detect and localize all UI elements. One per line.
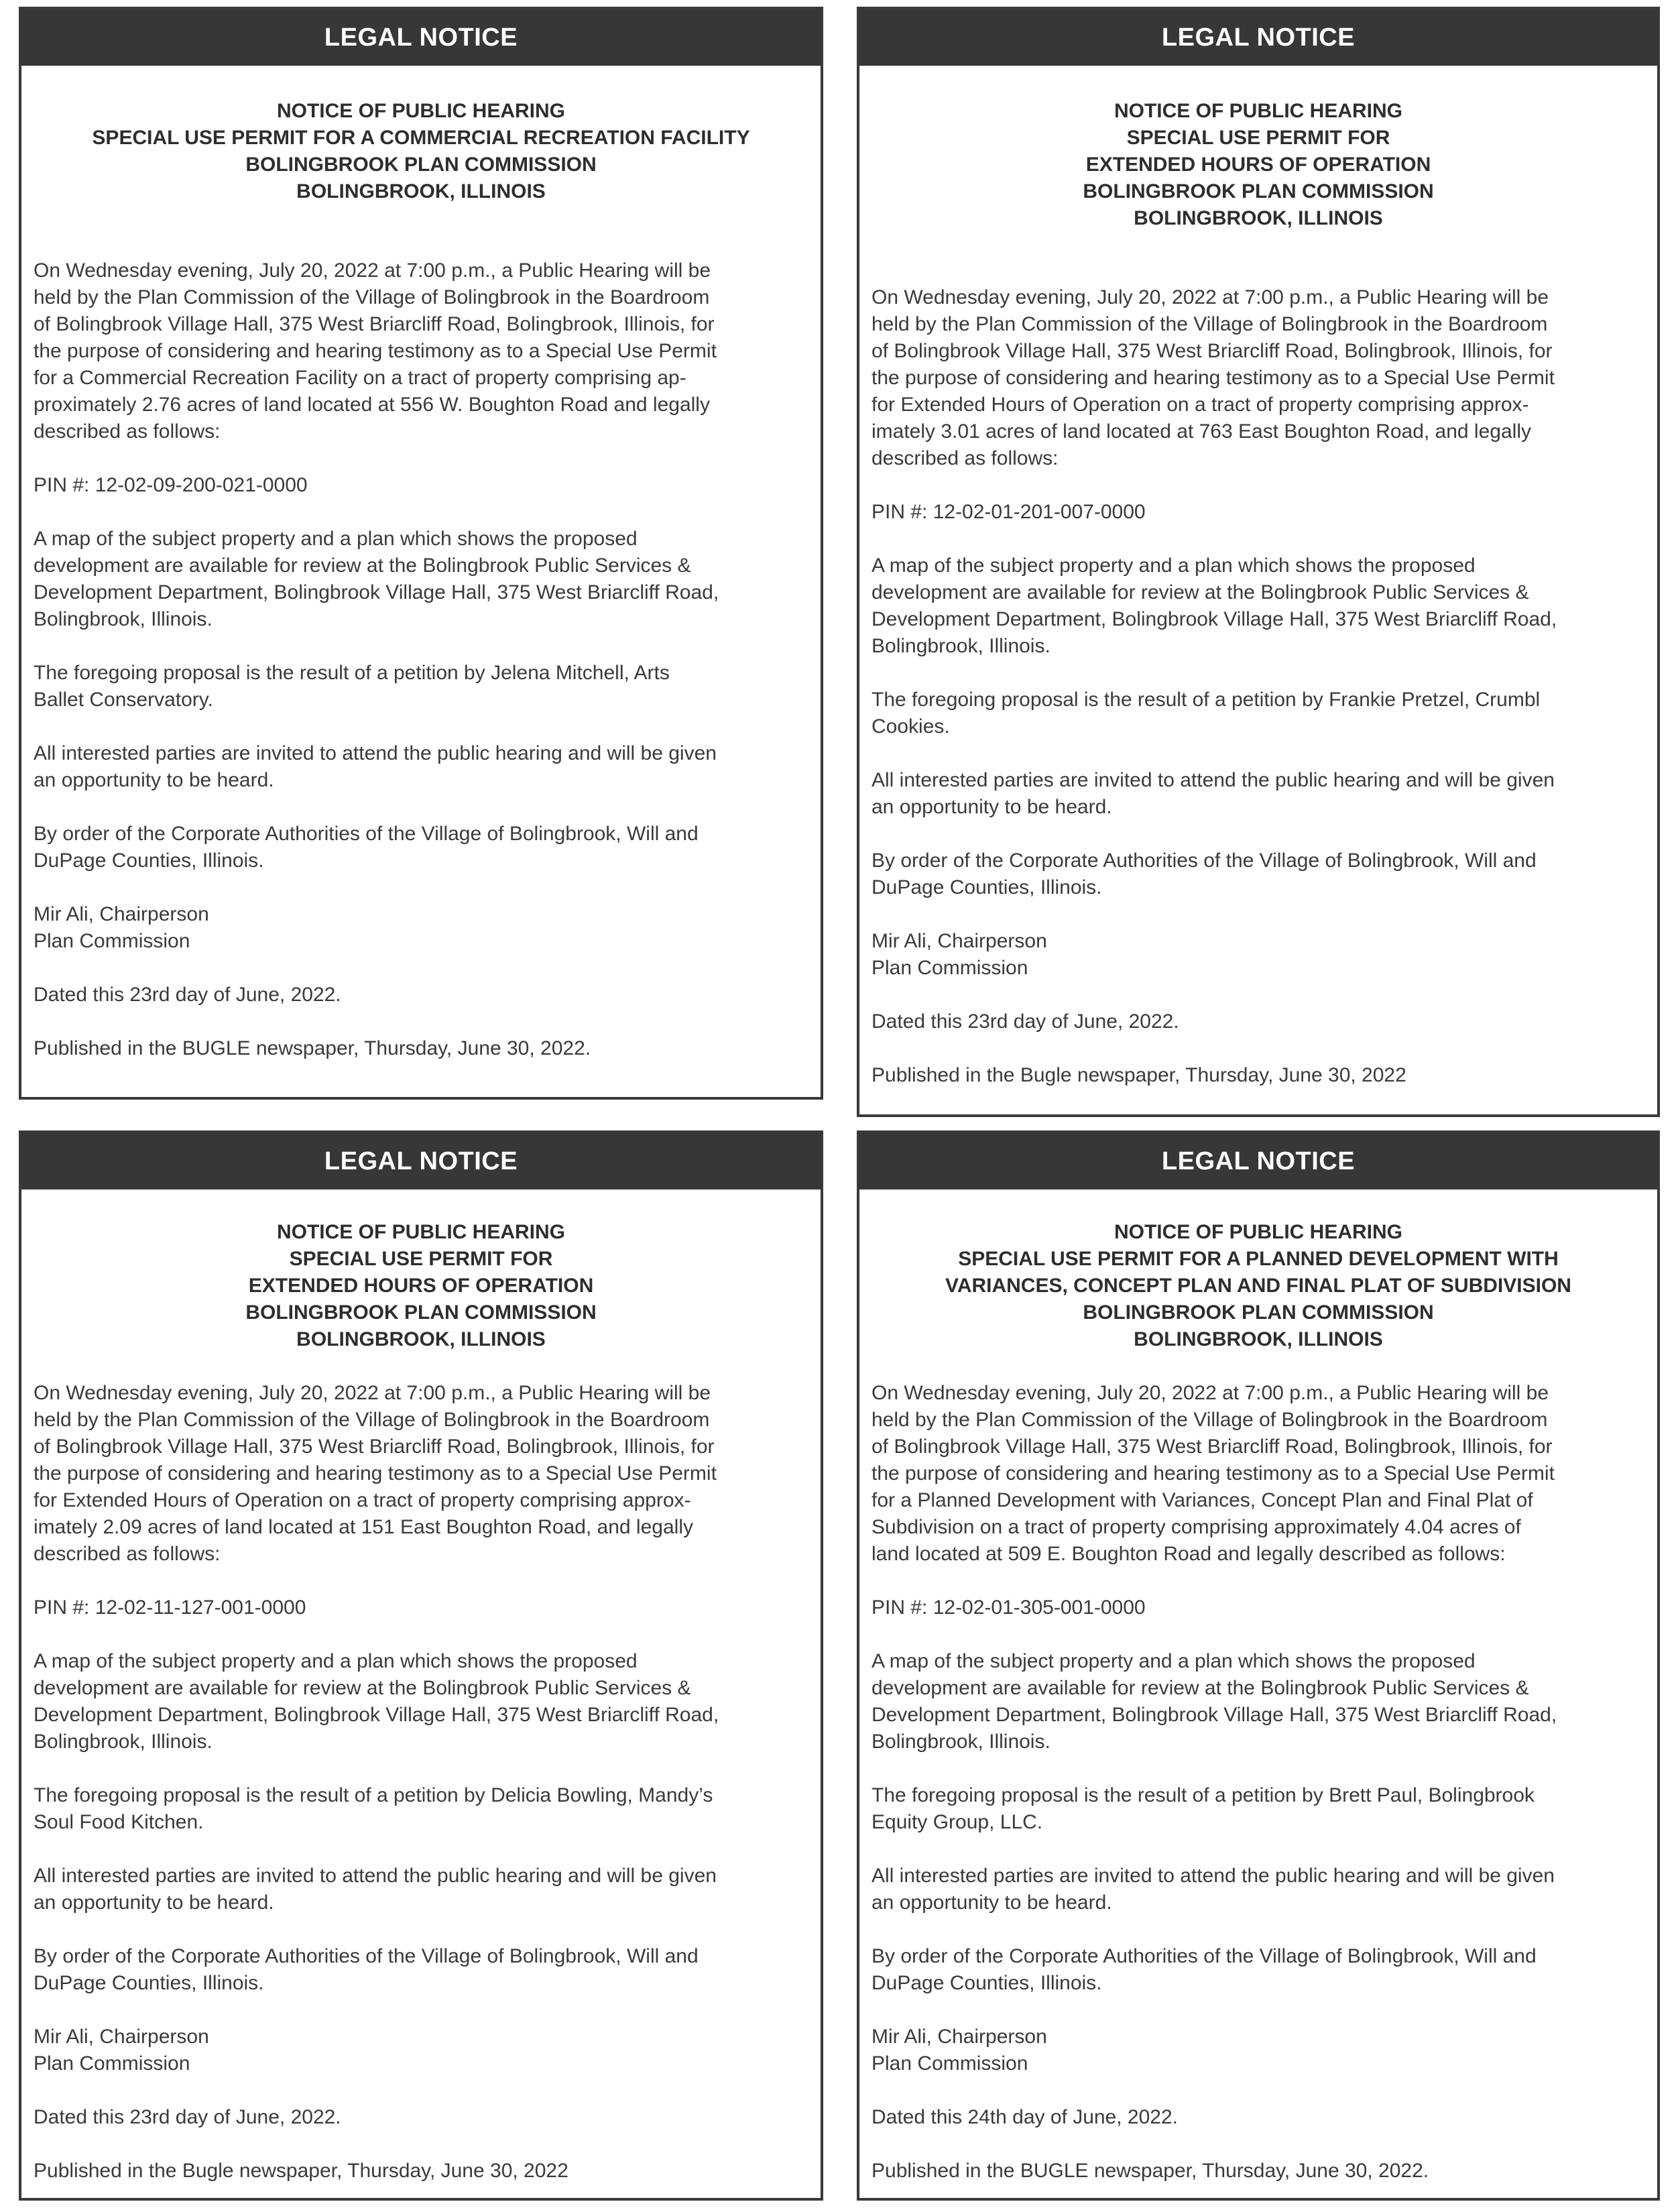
text-line: land located at 509 E. Boughton Road and legally described as follows:	[872, 1543, 1506, 1565]
notice-header: LEGAL NOTICE	[21, 1133, 821, 1189]
signer-title: Plan Commission	[872, 2052, 1028, 2075]
text-line: held by the Plan Commission of the Village of Bolingbrook in the Boardroom	[872, 313, 1548, 335]
hearing-paragraph	[872, 1380, 1645, 1568]
text-line: an opportunity to be heard.	[872, 1892, 1112, 1914]
text-line: for a Planned Development with Variances, Concept Plan and Final Plat of	[872, 1489, 1533, 1511]
title-line: BOLINGBROOK, ILLINOIS	[296, 180, 546, 202]
notice-body	[21, 257, 821, 1062]
notice-title	[21, 1219, 821, 1353]
signer-name: Mir Ali, Chairperson	[872, 930, 1047, 952]
text-line: By order of the Corporate Authorities of the Village of Bolingbrook, Will and	[872, 1945, 1537, 1967]
notice-body	[859, 284, 1657, 1089]
text-line: for Extended Hours of Operation on a tract of property comprising approx-	[872, 394, 1529, 416]
text-line: Bolingbrook, Illinois.	[872, 635, 1051, 657]
title-line: NOTICE OF PUBLIC HEARING	[1114, 100, 1402, 122]
published-line: Published in the Bugle newspaper, Thursday, June 30, 2022	[872, 1064, 1406, 1086]
petition-paragraph	[872, 687, 1645, 740]
text-line: described as follows:	[34, 420, 221, 443]
text-line: the purpose of considering and hearing testimony as to a Special Use Permit	[34, 340, 717, 362]
text-line: All interested parties are invited to attend the public hearing and will be given	[872, 769, 1555, 791]
order-paragraph	[872, 848, 1645, 901]
text-line: the purpose of considering and hearing testimony as to a Special Use Permit	[34, 1462, 717, 1485]
notice-body	[21, 1380, 821, 2185]
text-line: Bolingbrook, Illinois.	[34, 1731, 213, 1753]
legal-notice-extended-hours-mandys	[19, 1130, 823, 2201]
title-line: BOLINGBROOK, ILLINOIS	[296, 1328, 546, 1350]
published-line: Published in the BUGLE newspaper, Thursday, June 30, 2022.	[34, 1037, 591, 1059]
text-line: held by the Plan Commission of the Village of Bolingbrook in the Boardroom	[872, 1409, 1548, 1431]
title-line: BOLINGBROOK PLAN COMMISSION	[245, 154, 597, 176]
text-line: held by the Plan Commission of the Village of Bolingbrook in the Boardroom	[34, 286, 710, 308]
petition-paragraph	[872, 1782, 1645, 1836]
legal-notice-extended-hours-crumbl	[857, 7, 1660, 1117]
map-availability-paragraph	[34, 1648, 808, 1755]
text-line: A map of the subject property and a plan which shows the proposed	[34, 528, 638, 550]
text-line: Development Department, Bolingbrook Village Hall, 375 West Briarcliff Road,	[872, 608, 1557, 630]
hearing-paragraph	[872, 284, 1645, 472]
invitation-paragraph	[872, 767, 1645, 821]
title-line: EXTENDED HOURS OF OPERATION	[1085, 154, 1431, 176]
text-line: the purpose of considering and hearing testimony as to a Special Use Permit	[872, 1462, 1555, 1485]
text-line: The foregoing proposal is the result of a petition by Brett Paul, Bolingbrook	[872, 1784, 1535, 1806]
invitation-paragraph	[34, 740, 808, 794]
petition-paragraph	[34, 660, 808, 713]
text-line: A map of the subject property and a plan which shows the proposed	[34, 1650, 638, 1672]
text-line: proximately 2.76 acres of land located at 556 W. Boughton Road and legally	[34, 394, 710, 416]
map-availability-paragraph	[872, 1648, 1645, 1755]
dated-line: Dated this 24th day of June, 2022.	[872, 2106, 1178, 2128]
title-line: NOTICE OF PUBLIC HEARING	[276, 1221, 565, 1243]
signer-title: Plan Commission	[34, 2052, 190, 2075]
dated-line: Dated this 23rd day of June, 2022.	[872, 1010, 1179, 1033]
notice-title	[21, 98, 821, 205]
text-line: Development Department, Bolingbrook Village Hall, 375 West Briarcliff Road,	[872, 1704, 1557, 1726]
notice-header: LEGAL NOTICE	[859, 9, 1657, 66]
pin-number: PIN #: 12-02-11-127-001-0000	[34, 1596, 306, 1619]
text-line: DuPage Counties, Illinois.	[34, 850, 264, 872]
signer-title: Plan Commission	[34, 930, 190, 952]
text-line: By order of the Corporate Authorities of the Village of Bolingbrook, Will and	[872, 850, 1537, 872]
text-line: for a Commercial Recreation Facility on a tract of property comprising ap-	[34, 367, 686, 389]
text-line: DuPage Counties, Illinois.	[34, 1972, 264, 1994]
text-line: described as follows:	[872, 447, 1059, 469]
text-line: development are available for review at the Bolingbrook Public Services &	[34, 555, 691, 577]
signer-name: Mir Ali, Chairperson	[34, 903, 209, 925]
signer-name: Mir Ali, Chairperson	[872, 2026, 1047, 2048]
title-line: NOTICE OF PUBLIC HEARING	[276, 100, 565, 122]
invitation-paragraph	[872, 1863, 1645, 1916]
text-line: On Wednesday evening, July 20, 2022 at 7:00 p.m., a Public Hearing will be	[34, 1382, 711, 1404]
text-line: On Wednesday evening, July 20, 2022 at 7:00 p.m., a Public Hearing will be	[34, 259, 711, 282]
order-paragraph	[34, 1943, 808, 1997]
invitation-paragraph	[34, 1863, 808, 1916]
text-line: On Wednesday evening, July 20, 2022 at 7:00 p.m., a Public Hearing will be	[872, 1382, 1549, 1404]
text-line: the purpose of considering and hearing testimony as to a Special Use Permit	[872, 367, 1555, 389]
signature-block	[872, 2024, 1645, 2077]
text-line: All interested parties are invited to attend the public hearing and will be given	[34, 1865, 717, 1887]
notice-header: LEGAL NOTICE	[859, 1133, 1657, 1189]
title-line: VARIANCES, CONCEPT PLAN AND FINAL PLAT OF SUBDIVISION	[945, 1275, 1571, 1297]
text-line: an opportunity to be heard.	[34, 769, 274, 791]
title-line: BOLINGBROOK, ILLINOIS	[1134, 1328, 1383, 1350]
pin-number: PIN #: 12-02-09-200-021-0000	[34, 474, 308, 496]
text-line: On Wednesday evening, July 20, 2022 at 7:00 p.m., a Public Hearing will be	[872, 286, 1549, 308]
map-availability-paragraph	[872, 552, 1645, 660]
title-line: BOLINGBROOK PLAN COMMISSION	[1083, 180, 1434, 202]
text-line: described as follows:	[34, 1543, 221, 1565]
order-paragraph	[34, 821, 808, 874]
text-line: Development Department, Bolingbrook Village Hall, 375 West Briarcliff Road,	[34, 581, 719, 603]
text-line: for Extended Hours of Operation on a tract of property comprising approx-	[34, 1489, 691, 1511]
text-line: Ballet Conservatory.	[34, 689, 213, 711]
text-line: development are available for review at the Bolingbrook Public Services &	[872, 1677, 1529, 1699]
text-line: of Bolingbrook Village Hall, 375 West Briarcliff Road, Bolingbrook, Illinois, for	[872, 340, 1553, 362]
text-line: held by the Plan Commission of the Village of Bolingbrook in the Boardroom	[34, 1409, 710, 1431]
published-line: Published in the BUGLE newspaper, Thursday, June 30, 2022.	[872, 2160, 1429, 2182]
pin-number: PIN #: 12-02-01-305-001-0000	[872, 1596, 1146, 1619]
text-line: The foregoing proposal is the result of a petition by Frankie Pretzel, Crumbl	[872, 689, 1541, 711]
title-line: BOLINGBROOK, ILLINOIS	[1134, 207, 1383, 229]
hearing-paragraph	[34, 257, 808, 445]
text-line: DuPage Counties, Illinois.	[872, 1972, 1102, 1994]
order-paragraph	[872, 1943, 1645, 1997]
text-line: an opportunity to be heard.	[872, 796, 1112, 818]
text-line: of Bolingbrook Village Hall, 375 West Briarcliff Road, Bolingbrook, Illinois, for	[34, 313, 715, 335]
title-line: BOLINGBROOK PLAN COMMISSION	[1083, 1301, 1434, 1324]
title-line: BOLINGBROOK PLAN COMMISSION	[245, 1301, 597, 1324]
legal-notice-commercial-recreation	[19, 7, 823, 1100]
petition-paragraph	[34, 1782, 808, 1836]
published-line: Published in the Bugle newspaper, Thursday, June 30, 2022	[34, 2160, 568, 2182]
text-line: imately 3.01 acres of land located at 763 East Boughton Road, and legally	[872, 420, 1531, 443]
title-line: SPECIAL USE PERMIT FOR	[289, 1248, 553, 1270]
text-line: Equity Group, LLC.	[872, 1811, 1043, 1833]
text-line: All interested parties are invited to attend the public hearing and will be given	[34, 742, 717, 764]
text-line: Cookies.	[872, 715, 950, 738]
signer-name: Mir Ali, Chairperson	[34, 2026, 209, 2048]
notice-title	[859, 1219, 1657, 1353]
title-line: SPECIAL USE PERMIT FOR A PLANNED DEVELOPMENT WITH	[958, 1248, 1559, 1270]
dated-line: Dated this 23rd day of June, 2022.	[34, 984, 341, 1006]
signature-block	[34, 901, 808, 955]
notice-title	[859, 98, 1657, 232]
map-availability-paragraph	[34, 526, 808, 633]
title-line: NOTICE OF PUBLIC HEARING	[1114, 1221, 1402, 1243]
text-line: Bolingbrook, Illinois.	[872, 1731, 1051, 1753]
text-line: imately 2.09 acres of land located at 151 East Boughton Road, and legally	[34, 1516, 693, 1538]
title-line: EXTENDED HOURS OF OPERATION	[248, 1275, 594, 1297]
text-line: The foregoing proposal is the result of a petition by Delicia Bowling, Mandy’s	[34, 1784, 713, 1806]
text-line: of Bolingbrook Village Hall, 375 West Briarcliff Road, Bolingbrook, Illinois, for	[34, 1436, 715, 1458]
title-line: SPECIAL USE PERMIT FOR A COMMERCIAL RECREATION FACILITY	[92, 127, 750, 149]
notice-body	[859, 1380, 1657, 2185]
pin-number: PIN #: 12-02-01-201-007-0000	[872, 501, 1146, 523]
text-line: Development Department, Bolingbrook Village Hall, 375 West Briarcliff Road,	[34, 1704, 719, 1726]
text-line: development are available for review at the Bolingbrook Public Services &	[34, 1677, 691, 1699]
text-line: By order of the Corporate Authorities of the Village of Bolingbrook, Will and	[34, 1945, 699, 1967]
title-line: SPECIAL USE PERMIT FOR	[1126, 127, 1390, 149]
dated-line: Dated this 23rd day of June, 2022.	[34, 2106, 341, 2128]
text-line: Soul Food Kitchen.	[34, 1811, 204, 1833]
signature-block	[34, 2024, 808, 2077]
text-line: Bolingbrook, Illinois.	[34, 608, 213, 630]
text-line: of Bolingbrook Village Hall, 375 West Briarcliff Road, Bolingbrook, Illinois, for	[872, 1436, 1553, 1458]
signature-block	[872, 928, 1645, 982]
text-line: DuPage Counties, Illinois.	[872, 876, 1102, 898]
notice-header: LEGAL NOTICE	[21, 9, 821, 66]
text-line: By order of the Corporate Authorities of the Village of Bolingbrook, Will and	[34, 823, 699, 845]
text-line: an opportunity to be heard.	[34, 1892, 274, 1914]
hearing-paragraph	[34, 1380, 808, 1568]
text-line: All interested parties are invited to attend the public hearing and will be given	[872, 1865, 1555, 1887]
text-line: A map of the subject property and a plan which shows the proposed	[872, 1650, 1476, 1672]
text-line: development are available for review at the Bolingbrook Public Services &	[872, 581, 1529, 603]
legal-notice-planned-development	[857, 1130, 1660, 2201]
text-line: The foregoing proposal is the result of a petition by Jelena Mitchell, Arts	[34, 662, 670, 684]
text-line: A map of the subject property and a plan which shows the proposed	[872, 555, 1476, 577]
text-line: Subdivision on a tract of property comprising approximately 4.04 acres of	[872, 1516, 1521, 1538]
signer-title: Plan Commission	[872, 957, 1028, 979]
